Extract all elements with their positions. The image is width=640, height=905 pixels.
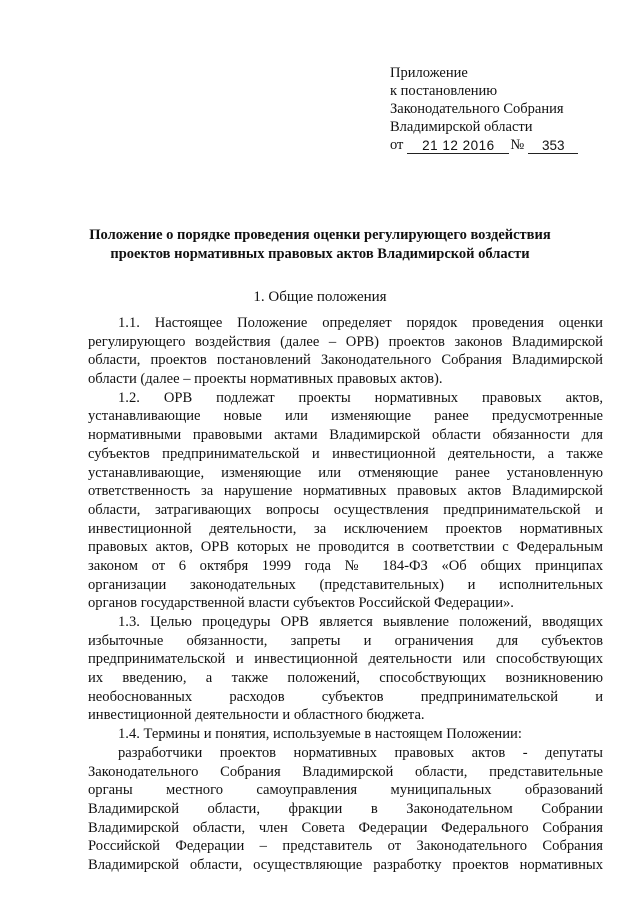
paragraph-line: устанавливающие, изменяющие или отменяющие ранее установленную <box>88 464 603 481</box>
paragraph-line: регулирующего воздействия (далее – ОРВ) проектов законов Владимирской <box>88 333 603 350</box>
number-prefix: № <box>510 137 525 153</box>
document-title <box>0 226 640 264</box>
paragraph-line: инвестиционной деятельности, за исключением проектов нормативных <box>88 520 603 537</box>
paragraph-line: органы местного самоуправления муниципальных образований <box>88 782 603 799</box>
paragraph-line: необоснованных расходов субъектов предпринимательской и <box>88 688 603 705</box>
paragraph-line: Владимирской области, фракции в Законодательном Собрании <box>88 800 603 817</box>
paragraph-line: 1.3. Целью процедуры ОРВ является выявление положений, вводящих <box>118 614 603 630</box>
paragraph-line: законом от 6 октября 1999 года № 184-ФЗ «Об общих принципах <box>88 557 603 574</box>
paragraph-line: инвестиционной деятельности и областного бюджета. <box>88 707 425 724</box>
paragraph-line: Владимирской области, осуществляющие разработку проектов нормативных <box>88 856 603 873</box>
paragraph-line: нормативными правовыми актами Владимирской области обязанности для <box>88 427 603 444</box>
appendix-line: Приложение <box>390 65 468 81</box>
paragraph-line: организации законодательных (представительных) и исполнительных <box>88 576 603 593</box>
paragraph-line: Владимирской области, член Совета Федерации Федерального Собрания <box>88 819 603 836</box>
appendix-block <box>390 64 578 154</box>
paragraph-line: области (далее – проекты нормативных правовых актов). <box>88 371 443 388</box>
paragraph-line: их введению, а также положений, способствующих возникновению <box>88 670 603 687</box>
paragraph-line: субъектов предпринимательской и инвестиционной деятельности, а также <box>88 445 603 462</box>
date-prefix: от <box>390 137 404 153</box>
section-heading: 1. Общие положения <box>253 289 387 305</box>
paragraph-line: Российской Федерации – представитель от Законодательного Собрания <box>88 838 603 855</box>
appendix-line: Владимирской области <box>390 119 533 135</box>
paragraph-line: Законодательного Собрания Владимирской области, представительные <box>88 763 603 780</box>
paragraph-line: ответственность за нарушение нормативных правовых актов Владимирской <box>88 483 603 500</box>
appendix-line: к постановлению <box>390 83 498 99</box>
paragraph-line: 1.2. ОРВ подлежат проекты нормативных правовых актов, <box>118 389 603 406</box>
paragraph-line: области, проектов постановлений Законодательного Собрания Владимирской <box>88 352 603 369</box>
paragraph-line: предпринимательской и инвестиционной деятельности или способствующих <box>88 651 603 668</box>
paragraph-line: разработчики проектов нормативных правовых актов - депутаты <box>118 744 603 761</box>
title-line: проектов нормативных правовых актов Владимирской области <box>110 246 530 262</box>
appendix-date-line <box>390 136 578 154</box>
paragraph-line: области, затрагивающих вопросы осуществления предпринимательской и <box>88 501 603 518</box>
handwritten-number: 353 <box>528 138 578 154</box>
paragraph-line: органов государственной власти субъектов Российской Федерации». <box>88 595 514 612</box>
handwritten-date: 21 12 2016 <box>407 138 509 154</box>
document-body <box>88 314 603 875</box>
paragraph-line: 1.1. Настоящее Положение определяет порядок проведения оценки <box>118 315 603 331</box>
title-line: Положение о порядке проведения оценки регулирующего воздействия <box>89 227 551 243</box>
paragraph-line: 1.4. Термины и понятия, используемые в настоящем Положении: <box>118 726 522 743</box>
appendix-line: Законодательного Собрания <box>390 101 564 117</box>
paragraph-line: правовых актов, ОРВ которых не проводится в соответствии с Федеральным <box>88 539 603 556</box>
paragraph-line: устанавливающие новые или изменяющие ранее предусмотренные <box>88 408 603 425</box>
paragraph-line: избыточные обязанности, запреты и ограничения для субъектов <box>88 632 603 649</box>
